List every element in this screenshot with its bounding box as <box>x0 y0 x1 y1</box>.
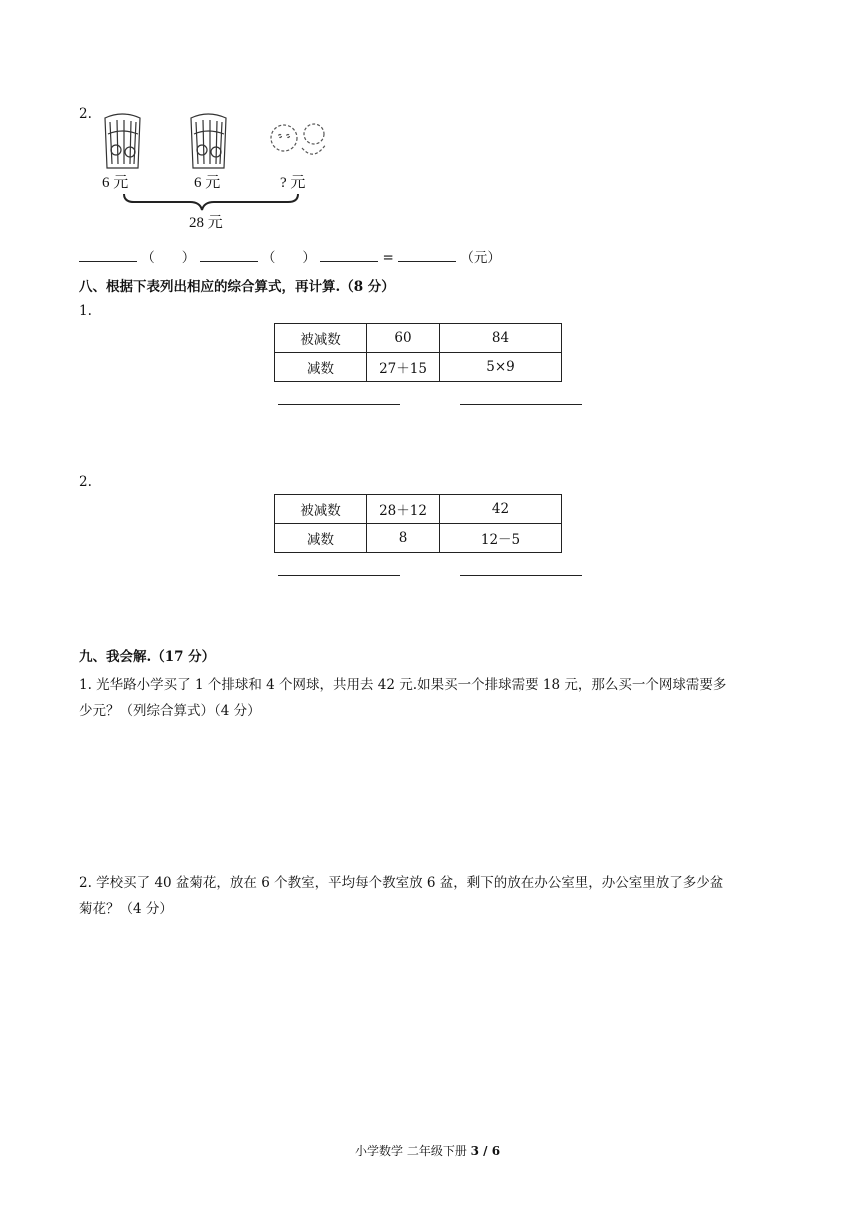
table-cell: 8 <box>367 524 440 553</box>
equation-line <box>79 246 501 266</box>
table-row <box>275 495 562 524</box>
item-number: 2. <box>79 474 92 490</box>
table-cell: 被减数 <box>275 495 367 524</box>
answer-line[interactable] <box>460 403 582 405</box>
page-footer <box>355 1142 500 1159</box>
answer-blank[interactable] <box>200 249 258 262</box>
answer-line[interactable] <box>460 574 582 576</box>
table-cell: 60 <box>367 324 440 353</box>
footer-title: 小学数学 二年级下册 <box>355 1144 471 1158</box>
answer-blank[interactable] <box>398 249 456 262</box>
section-heading: 九、我会解.（17 分） <box>79 649 216 665</box>
equals-sign: = <box>382 250 394 266</box>
answer-blank[interactable] <box>320 249 378 262</box>
equation-paren: （ ） <box>141 250 196 266</box>
table-row <box>275 324 562 353</box>
page-number: 3 / 6 <box>470 1144 501 1158</box>
question-text: 1. 光华路小学买了 1 个排球和 4 个网球，共用去 42 元.如果买一个排球需要 18 元，那么买一个网球需要多 <box>79 677 727 693</box>
price-label: 6 元 <box>194 175 221 191</box>
table-cell: 12－5 <box>440 524 562 553</box>
price-label: ? 元 <box>280 175 306 191</box>
goods-bag-image <box>191 114 226 168</box>
table-row <box>275 524 562 553</box>
item-number: 1. <box>79 303 92 319</box>
answer-blank[interactable] <box>79 249 137 262</box>
total-brace <box>124 194 298 210</box>
table-cell: 被减数 <box>275 324 367 353</box>
table-cell: 84 <box>440 324 562 353</box>
price-illustration <box>90 106 350 231</box>
total-label: 28 元 <box>189 215 223 231</box>
answer-line[interactable] <box>278 574 400 576</box>
price-label: 6 元 <box>102 175 129 191</box>
question-text: 少元？（列综合算式）（4 分） <box>79 703 261 719</box>
toy-image <box>271 124 326 154</box>
item-number: 2. <box>79 106 92 122</box>
subtraction-table <box>274 323 562 382</box>
table-cell: 5×9 <box>440 353 562 382</box>
section-heading: 八、根据下表列出相应的综合算式，再计算.（8 分） <box>79 279 395 295</box>
table-cell: 42 <box>440 495 562 524</box>
goods-bag-image <box>105 114 140 168</box>
subtraction-table <box>274 494 562 553</box>
table-cell: 减数 <box>275 524 367 553</box>
equation-unit: （元） <box>460 250 501 266</box>
answer-line[interactable] <box>278 403 400 405</box>
table-cell: 27＋15 <box>367 353 440 382</box>
table-row <box>275 353 562 382</box>
table-cell: 28＋12 <box>367 495 440 524</box>
equation-paren: （ ） <box>261 250 316 266</box>
question-text: 2. 学校买了 40 盆菊花，放在 6 个教室，平均每个教室放 6 盆，剩下的放在办公室里，办公室里放了多少盆 <box>79 875 724 891</box>
table-cell: 减数 <box>275 353 367 382</box>
question-text: 菊花？（4 分） <box>79 901 173 917</box>
